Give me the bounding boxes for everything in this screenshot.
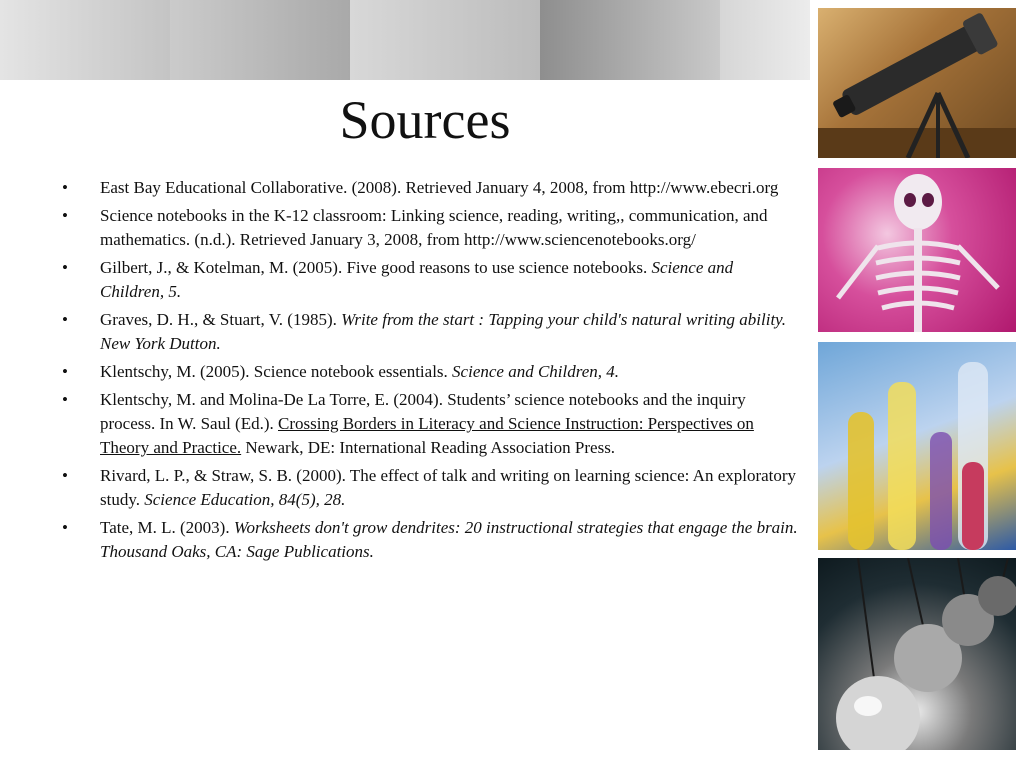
reference-source-title: Science and Children, 4. xyxy=(452,362,620,381)
reference-item xyxy=(60,464,800,512)
reference-text: Klentschy, M. and Molina-De La Torre, E. (2004). Students’ science notebooks and the inquiry process. In W. Saul (Ed.). xyxy=(100,390,746,433)
banner-photo-test-tube xyxy=(720,0,810,80)
newtons-cradle-photo xyxy=(818,558,1016,750)
bullet-icon: • xyxy=(62,310,68,329)
reference-item xyxy=(60,176,800,200)
reference-text: East Bay Educational Collaborative. (2008). Retrieved January 4, 2008, from http://www.ebecri.org xyxy=(100,178,779,197)
reference-text: Graves, D. H., & Stuart, V. (1985). xyxy=(100,310,342,329)
reference-text: Klentschy, M. (2005). Science notebook essentials. xyxy=(100,362,453,381)
bullet-icon: • xyxy=(62,178,68,197)
reference-source-title: Science and Children, 5. xyxy=(100,258,734,301)
reference-source-title: Science Education, 84(5), 28. xyxy=(144,490,346,509)
bullet-icon: • xyxy=(62,466,68,485)
reference-source-title: Write from the start : Tapping your child's natural writing ability. New York Dutton. xyxy=(100,310,787,353)
banner-photo-pendulum xyxy=(540,0,720,80)
reference-item xyxy=(60,256,800,304)
reference-item xyxy=(60,204,800,252)
bullet-icon: • xyxy=(62,362,68,381)
header-photo-banner xyxy=(0,0,810,80)
reference-text: Tate, M. L. (2003). xyxy=(100,518,234,537)
skeleton-icon xyxy=(818,168,1016,332)
banner-photo-glassware xyxy=(0,0,170,80)
banner-photo-skeleton xyxy=(350,0,540,80)
test-tubes-icon xyxy=(818,342,1016,550)
newtons-cradle-icon xyxy=(818,558,1016,750)
reference-list xyxy=(60,176,800,568)
test-tubes-photo xyxy=(818,342,1016,550)
reference-item xyxy=(60,308,800,356)
reference-item xyxy=(60,388,800,460)
reference-item xyxy=(60,360,800,384)
skeleton-photo xyxy=(818,168,1016,332)
bullet-icon: • xyxy=(62,206,68,225)
banner-photo-microscope xyxy=(170,0,350,80)
reference-text: Science notebooks in the K-12 classroom: Linking science, reading, writing,, communication, and mathematics. (n.d.). Retrieved January 3, 2008, from http://www.sciencenotebooks.org/ xyxy=(100,206,768,249)
reference-source-title: Worksheets don't grow dendrites: 20 instructional strategies that engage the brain. Thousand Oaks, CA: Sage Publications. xyxy=(100,518,798,561)
reference-text: Newark, DE: International Reading Association Press. xyxy=(241,438,616,457)
reference-book-title: Crossing Borders in Literacy and Science Instruction: Perspectives on Theory and Practice. xyxy=(100,414,754,457)
bullet-icon: • xyxy=(62,518,68,537)
reference-item xyxy=(60,516,800,564)
reference-text: Gilbert, J., & Kotelman, M. (2005). Five good reasons to use science notebooks. xyxy=(100,258,652,277)
bullet-icon: • xyxy=(62,390,68,409)
slide-title: Sources xyxy=(339,90,511,150)
reference-text: Rivard, L. P., & Straw, S. B. (2000). The effect of talk and writing on learning science: An exploratory study. xyxy=(100,466,797,509)
bullet-icon: • xyxy=(62,258,68,277)
